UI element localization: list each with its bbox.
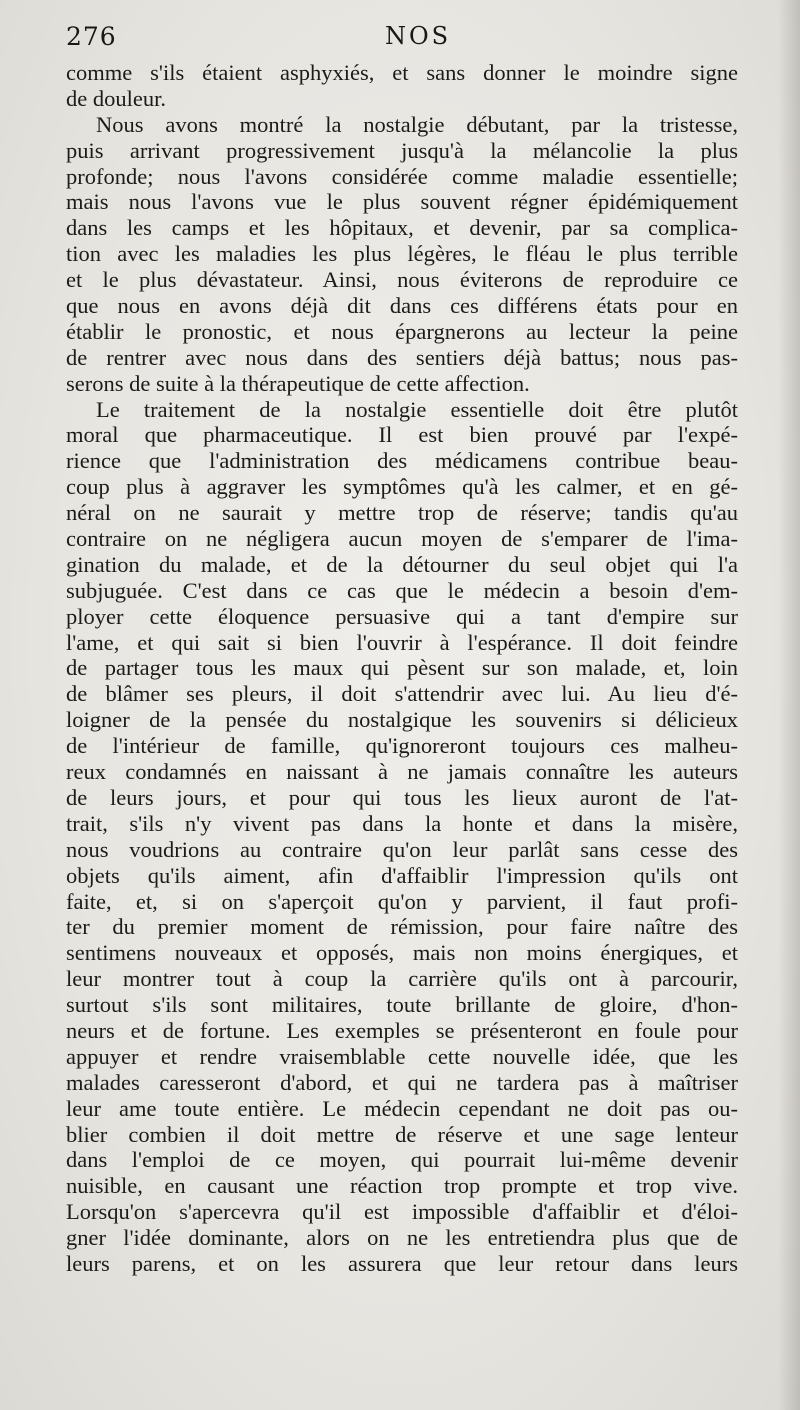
text-line: leur montrer tout à coup la carrière qu'ils ont à parcourir,: [66, 966, 738, 992]
text-line: objets qu'ils aiment, afin d'affaiblir l'impression qu'ils ont: [66, 862, 738, 888]
text-line: Le traitement de la nostalgie essentielle doit être plutôt: [96, 396, 738, 422]
text-line: gination du malade, et de la détourner du seul objet qui l'a: [66, 551, 738, 577]
text-line: serons de suite à la thérapeutique de cette affection.: [66, 370, 530, 396]
text-line: mais nous l'avons vue le plus souvent régner épidémiquement: [66, 189, 738, 215]
text-line: de rentrer avec nous dans des sentiers déjà battus; nous pas-: [66, 344, 738, 370]
text-line: gner l'idée dominante, alors on ne les entretiendra plus que de: [66, 1225, 738, 1251]
text-line: appuyer et rendre vraisemblable cette nouvelle idée, que les: [66, 1043, 738, 1069]
text-line: ter du premier moment de rémission, pour faire naître des: [66, 914, 738, 940]
text-line: moral que pharmaceutique. Il est bien prouvé par l'expé-: [66, 422, 738, 448]
text-line: l'ame, et qui sait si bien l'ouvrir à l'espérance. Il doit feindre: [66, 629, 738, 655]
text-line: nuisible, en causant une réaction trop prompte et trop vive.: [66, 1173, 738, 1199]
text-line: subjuguée. C'est dans ce cas que le médecin a besoin d'em-: [66, 577, 738, 603]
text-line: que nous en avons déjà dit dans ces différens états pour en: [66, 293, 738, 319]
text-line: dans les camps et les hôpitaux, et devenir, par sa complica-: [66, 215, 738, 241]
body-text: [66, 60, 738, 1277]
page-number: 276: [66, 22, 117, 51]
text-line: nous voudrions au contraire qu'on leur parlât sans cesse des: [66, 836, 738, 862]
text-line: contraire on ne négligera aucun moyen de s'emparer de l'ima-: [66, 526, 738, 552]
text-line: Nous avons montré la nostalgie débutant, par la tristesse,: [96, 111, 738, 137]
text-line: tion avec les maladies les plus légères, le fléau le plus terrible: [66, 241, 738, 267]
text-line: loigner de la pensée du nostalgique les souvenirs si délicieux: [66, 707, 738, 733]
text-line: malades caresseront d'abord, et qui ne tardera pas à maîtriser: [66, 1069, 738, 1095]
text-line: ployer cette éloquence persuasive qui a tant d'empire sur: [66, 603, 738, 629]
page-header: [66, 22, 770, 58]
text-line: neurs et de fortune. Les exemples se présenteront en foule pour: [66, 1017, 738, 1043]
text-line: faite, et, si on s'aperçoit qu'on y parvient, il faut profi-: [66, 888, 738, 914]
text-line: néral on ne saurait y mettre trop de réserve; tandis qu'au: [66, 500, 738, 526]
text-line: établir le pronostic, et nous épargnerons au lecteur la peine: [66, 318, 738, 344]
text-line: blier combien il doit mettre de réserve et une sage lenteur: [66, 1121, 738, 1147]
text-line: comme s'ils étaient asphyxiés, et sans donner le moindre signe: [66, 60, 738, 85]
text-line: leurs parens, et on les assurera que leur retour dans leurs: [66, 1250, 738, 1276]
text-line: et le plus dévastateur. Ainsi, nous éviterons de reproduire ce: [66, 267, 738, 293]
text-line: sentimens nouveaux et opposés, mais non moins énergiques, et: [66, 940, 738, 966]
text-line: de leurs jours, et pour qui tous les lieux auront de l'at-: [66, 784, 738, 810]
text-line: trait, s'ils n'y vivent pas dans la honte et dans la misère,: [66, 810, 738, 836]
text-line: coup plus à aggraver les symptômes qu'à les calmer, et en gé-: [66, 474, 738, 500]
page-edge-shadow: [778, 0, 800, 1410]
text-line: de partager tous les maux qui pèsent sur son malade, et, loin: [66, 655, 738, 681]
text-line: de douleur.: [66, 85, 166, 111]
text-line: leur ame toute entière. Le médecin cependant ne doit pas ou-: [66, 1095, 738, 1121]
text-line: reux condamnés en naissant à ne jamais connaître les auteurs: [66, 759, 738, 785]
text-line: Lorsqu'on s'apercevra qu'il est impossible d'affaiblir et d'éloi-: [66, 1199, 738, 1225]
text-line: profonde; nous l'avons considérée comme maladie essentielle;: [66, 163, 738, 189]
running-head: NOS: [384, 22, 452, 50]
text-line: puis arrivant progressivement jusqu'à la mélancolie la plus: [66, 137, 738, 163]
text-line: de blâmer ses pleurs, il doit s'attendrir avec lui. Au lieu d'é-: [66, 681, 738, 707]
text-line: de l'intérieur de famille, qu'ignoreront toujours ces malheu-: [66, 733, 738, 759]
text-line: dans l'emploi de ce moyen, qui pourrait lui-même devenir: [66, 1147, 738, 1173]
text-line: surtout s'ils sont militaires, toute brillante de gloire, d'hon-: [66, 992, 738, 1018]
text-line: rience que l'administration des médicamens contribue beau-: [66, 448, 738, 474]
